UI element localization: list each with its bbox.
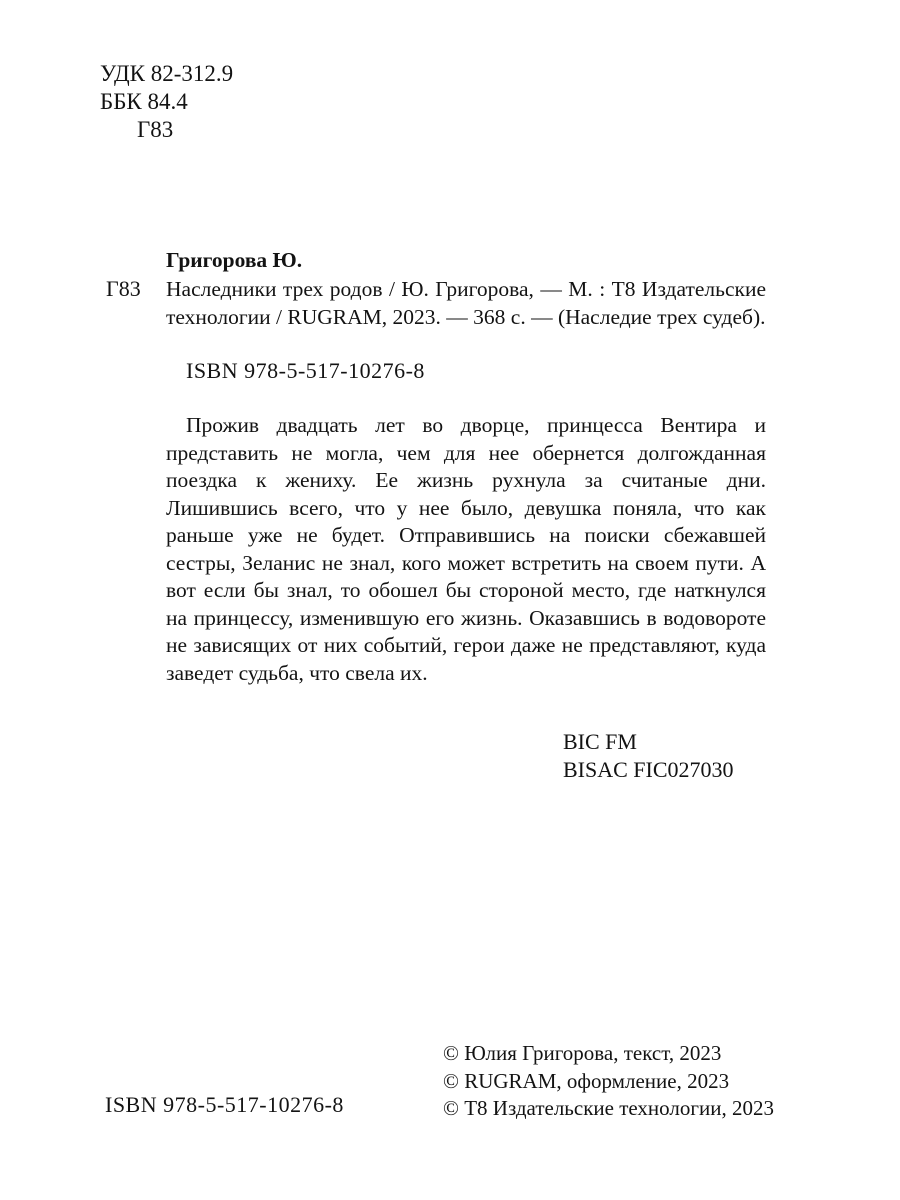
- copyright-line-design: © RUGRAM, оформление, 2023: [443, 1068, 730, 1093]
- bbk-index: ББК 84.4: [100, 89, 188, 114]
- udk-index: УДК 82-312.9: [100, 61, 234, 86]
- bibliographic-description: Наследники трех родов / Ю. Григорова, — М. : Т8 Издательские технологии / RUGRAM, 2023. — 368 с. — (Наследие трех судеб).: [166, 277, 766, 329]
- subject-codes-block: [563, 728, 734, 784]
- author-name: Григорова Ю.: [166, 248, 303, 272]
- isbn-catalog: ISBN 978-5-517-10276-8: [186, 358, 425, 383]
- classification-index-block: [100, 60, 233, 144]
- author-sign-code-margin: Г83: [106, 276, 141, 301]
- copyright-block: [443, 1040, 774, 1123]
- isbn-footer: ISBN 978-5-517-10276-8: [105, 1092, 344, 1117]
- bisac-code: BISAC FIC027030: [563, 757, 734, 782]
- copyright-line-author: © Юлия Григорова, текст, 2023: [443, 1041, 722, 1065]
- bic-code: BIC FM: [563, 729, 637, 754]
- annotation-text: Прожив двадцать лет во дворце, принцесса Вентира и представить не могла, чем для нее обернется долгожданная поездка к жениху. Ее жизнь рухнула за считаные дни. Лишившись всего, что у нее было, девушка поняла, что как раньше уже не будет. Отправившись на поиски сбежавшей сестры, Зеланис не знал, кого может встретить на своем пути. А вот если бы знал, то обошел бы стороной место, где наткнулся на принцессу, изменившую его жизнь. Оказавшись в водовороте не зависящих от них событий, герои даже не представляют, куда заведет судьба, что свела их.: [166, 413, 766, 685]
- catalog-card: [106, 246, 766, 331]
- copyright-line-publisher: © Т8 Издательские технологии, 2023: [443, 1096, 774, 1120]
- author-sign-code: Г83: [137, 117, 174, 142]
